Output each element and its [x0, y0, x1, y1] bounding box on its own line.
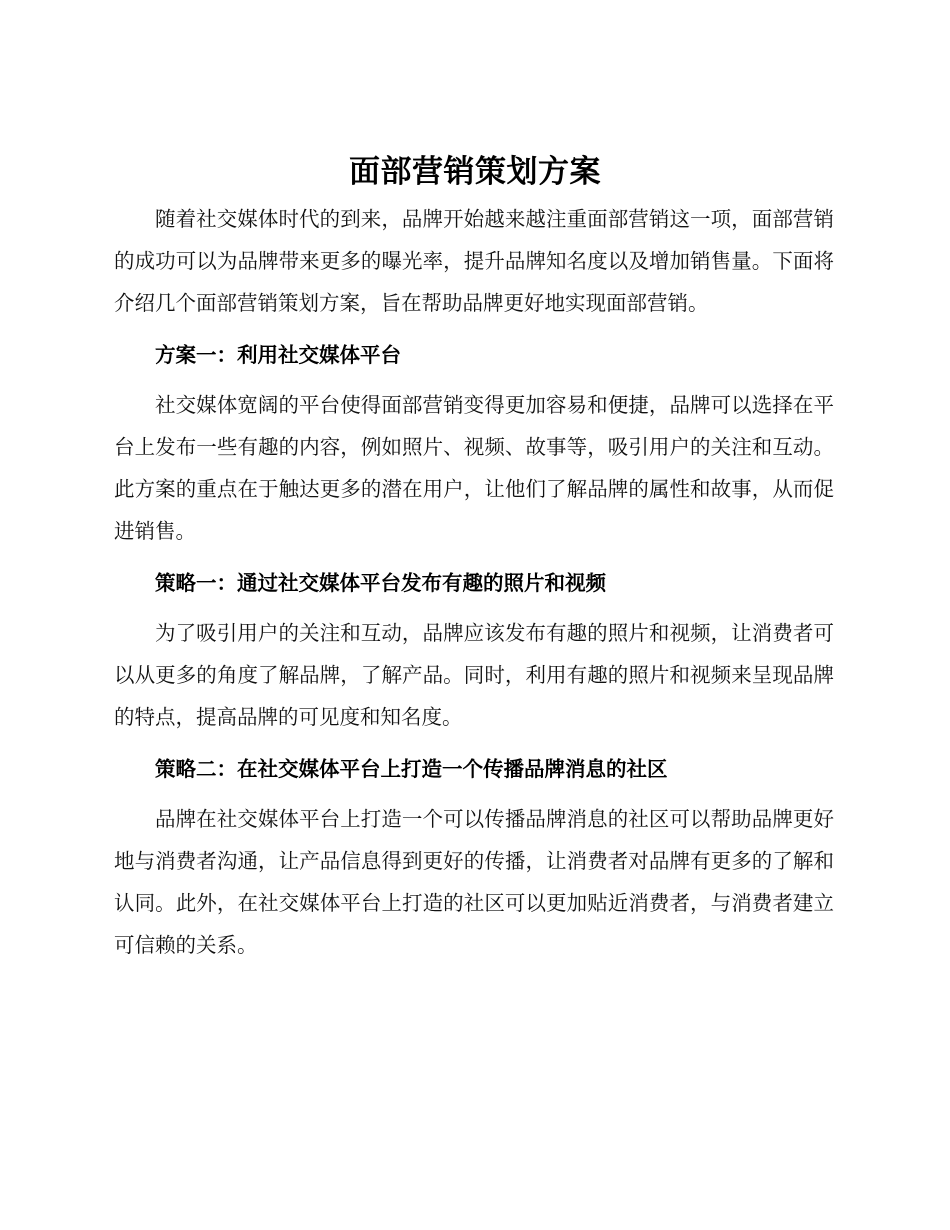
strategy-1-paragraph: 为了吸引用户的关注和互动，品牌应该发布有趣的照片和视频，让消费者可以从更多的角度了解品牌，了解产品。同时，利用有趣的照片和视频来呈现品牌的特点，提高品牌的可见度和知名度。: [114, 621, 834, 729]
strategy-2-heading: 策略二：在社交媒体平台上打造一个传播品牌消息的社区: [155, 757, 668, 781]
plan-1-paragraph: 社交媒体宽阔的平台使得面部营销变得更加容易和便捷，品牌可以选择在平台上发布一些有趣的内容，例如照片、视频、故事等，吸引用户的关注和互动。此方案的重点在于触达更多的潜在用户，让他们了解品牌的属性和故事，从而促进销售。: [114, 393, 834, 543]
strategy-2-paragraph: 品牌在社交媒体平台上打造一个可以传播品牌消息的社区可以帮助品牌更好地与消费者沟通，让产品信息得到更好的传播，让消费者对品牌有更多的了解和认同。此外，在社交媒体平台上打造的社区可以更加贴近消费者，与消费者建立可信赖的关系。: [114, 807, 834, 957]
intro-paragraph: 随着社交媒体时代的到来，品牌开始越来越注重面部营销这一项，面部营销的成功可以为品牌带来更多的曝光率，提升品牌知名度以及增加销售量。下面将介绍几个面部营销策划方案，旨在帮助品牌更好地实现面部营销。: [114, 207, 834, 315]
document-body: [114, 198, 834, 966]
document-title: 面部营销策划方案: [349, 154, 601, 190]
plan-1-heading: 方案一：利用社交媒体平台: [155, 343, 401, 367]
strategy-1-heading: 策略一：通过社交媒体平台发布有趣的照片和视频: [155, 571, 606, 595]
